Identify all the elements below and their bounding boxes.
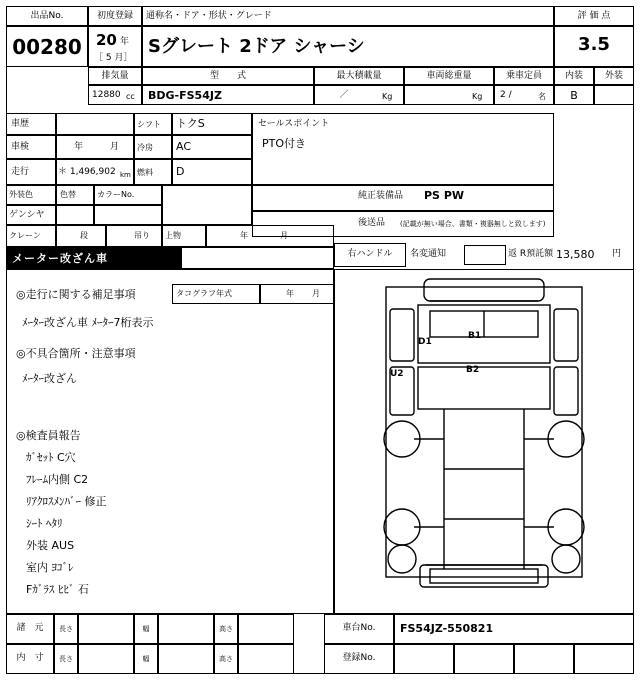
running-notes-title: ◎走行に関する補足事項 <box>16 288 136 301</box>
model-code-value: BDG-FS54JZ <box>148 89 222 102</box>
name-change-value-cell <box>464 245 506 265</box>
registration-no-value-cell-2 <box>454 644 514 674</box>
seats-unit: 名 <box>538 92 546 101</box>
tacho-year: 年 <box>286 289 294 298</box>
displacement-value: 12880 <box>92 90 121 100</box>
chassis-no-label: 車台No. <box>342 623 376 633</box>
ac-label: 冷房 <box>137 143 153 152</box>
size-label: 内 寸 <box>16 653 44 663</box>
size-length-value-cell <box>78 644 134 674</box>
exterior-color-label: 外装色 <box>9 190 33 199</box>
crane-stage-label: 段 <box>80 231 88 240</box>
rating-value: 3.5 <box>578 34 610 55</box>
equipment-value: PS PW <box>424 189 465 202</box>
inspector-line-4: ｼｰﾄ ﾍﾀﾘ <box>26 517 63 530</box>
registration-no-value-cell-4 <box>574 644 634 674</box>
meter-banner-area <box>6 247 334 269</box>
body-value-cell <box>206 225 334 247</box>
history-value-cell <box>56 113 134 135</box>
running-note-line-1: ﾒｰﾀｰ改ざん車 ﾒｰﾀｰ7桁表示 <box>22 316 154 329</box>
rating-label: 評 価 点 <box>577 11 611 21</box>
size-length-label: 長さ <box>59 655 73 663</box>
inspection-month: 月 <box>110 142 120 152</box>
body-year: 年 <box>240 231 248 240</box>
mileage-value: ＊ 1,496,902 <box>58 167 116 177</box>
sales-point-label: セールスポイント <box>258 119 330 129</box>
seats-value: 2 / <box>500 90 512 100</box>
interior-grade-value: B <box>570 89 578 102</box>
size-height-value-cell <box>238 644 294 674</box>
registration-no-value-cell-3 <box>514 644 574 674</box>
ac-value: AC <box>176 140 192 153</box>
color-no-label: カラーNo. <box>97 190 135 199</box>
tacho-month: 月 <box>312 289 320 298</box>
registration-no-label: 登録No. <box>342 653 376 663</box>
damage-mark-u2: U2 <box>390 369 404 379</box>
after-delivery-label: 後送品 <box>358 218 386 228</box>
damage-mark-d1: D1 <box>418 337 432 347</box>
inspector-line-6: 室内 ﾖｺﾞﾚ <box>26 561 74 574</box>
crane-hoist-label: 吊り <box>134 231 150 240</box>
color-no-value-cell <box>94 205 162 225</box>
equipment-label: 純正装備品 <box>358 191 404 201</box>
inspector-line-3: ﾘｱｸﾛｽﾒﾝﾊﾞｰ 修正 <box>26 495 107 508</box>
inspector-line-7: Fｶﾞﾗｽ ﾋﾋﾞ 石 <box>26 583 89 596</box>
fault-note-line-1: ﾒｰﾀｰ改ざん <box>22 372 77 385</box>
shift-value: トクS <box>176 117 205 130</box>
damage-mark-b2: B2 <box>466 365 480 375</box>
max-load-label: 最大積載量 <box>336 71 382 81</box>
spec-length-label: 長さ <box>59 625 73 633</box>
mileage-unit: km <box>120 171 131 179</box>
color-change-label: 色替 <box>60 190 76 199</box>
name-change-label: 名変通知 <box>410 249 447 259</box>
deposit-value: 13,580 <box>556 248 595 261</box>
seats-label: 乗車定員 <box>505 71 542 81</box>
tacho-value-cell <box>260 284 334 304</box>
chassis-no-value: FS54JZ-550821 <box>400 622 494 635</box>
gvw-label: 車両総重量 <box>426 71 472 81</box>
interior-grade-label: 内装 <box>564 71 583 81</box>
model-name-value: Sグレート 2ドア シャーシ <box>148 36 365 57</box>
registration-month-value: ［ 5 月］ <box>94 53 133 63</box>
displacement-unit: cc <box>126 92 135 101</box>
spec-height-label: 高さ <box>219 625 233 633</box>
crane-label: クレーン <box>9 231 41 240</box>
handle-label: 右ハンドル <box>347 249 393 259</box>
truck-diagram <box>334 269 634 614</box>
deposit-label: 返 R預託額 <box>508 249 554 259</box>
inspector-report-title: ◎検査員報告 <box>16 429 81 442</box>
body-month: 月 <box>280 231 288 240</box>
displacement-label: 排気量 <box>101 71 129 81</box>
exterior-grade-label: 外装 <box>604 71 623 81</box>
registration-no-value-cell <box>394 644 454 674</box>
body-label: 上物 <box>165 231 181 240</box>
shift-label: シフト <box>137 120 161 129</box>
after-delivery-note: (記載が無い場合、書類・複器無しと致します) <box>400 220 546 228</box>
meter-tamper-label: メーター改ざん車 <box>12 252 108 265</box>
model-name-label: 通称名・ドア・形状・グレード <box>146 11 272 21</box>
inspection-label: 車検 <box>11 142 30 152</box>
lot-no-value: 00280 <box>12 35 82 59</box>
exterior-grade-value-cell <box>594 85 634 105</box>
max-load-value: ／ <box>339 90 349 100</box>
size-width-value-cell <box>158 644 214 674</box>
color-change-value-cell <box>56 205 94 225</box>
spec-label: 諸 元 <box>16 623 44 633</box>
inspector-line-5: 外装 AUS <box>26 539 75 552</box>
color-extra-cell <box>162 185 252 225</box>
spec-length-value-cell <box>78 614 134 644</box>
inspection-year: 年 <box>74 142 84 152</box>
spec-height-value-cell <box>238 614 294 644</box>
gvw-unit: Kg <box>472 92 483 101</box>
inspector-line-1: ｶﾞｾｯﾄ C穴 <box>26 451 76 464</box>
fault-notes-title: ◎不具合箇所・注意事項 <box>16 347 136 360</box>
size-height-label: 高さ <box>219 655 233 663</box>
lot-no-label: 出品No. <box>30 11 64 21</box>
tacho-label: タコグラフ年式 <box>176 289 232 298</box>
sales-point-value: PTO付き <box>262 137 307 150</box>
max-load-unit: Kg <box>382 92 393 101</box>
registration-year-value: 20 <box>96 31 117 49</box>
size-width-label: 幅 <box>142 655 150 663</box>
inspector-line-2: ﾌﾚｰﾑ内側 C2 <box>26 473 89 486</box>
first-registration-label: 初度登録 <box>96 11 133 21</box>
exterior-color-value: ゲンシヤ <box>9 210 45 220</box>
damage-mark-b1: B1 <box>468 331 482 341</box>
history-label: 車歴 <box>11 119 30 129</box>
mileage-label: 走行 <box>11 167 30 177</box>
registration-year-unit: 年 <box>120 37 130 47</box>
deposit-unit: 円 <box>612 249 622 259</box>
inspection-value-cell <box>56 135 134 159</box>
spec-width-value-cell <box>158 614 214 644</box>
spec-width-label: 幅 <box>142 625 150 633</box>
model-code-label: 型 式 <box>209 71 246 81</box>
fuel-value: D <box>176 165 185 178</box>
fuel-label: 燃料 <box>137 168 153 177</box>
